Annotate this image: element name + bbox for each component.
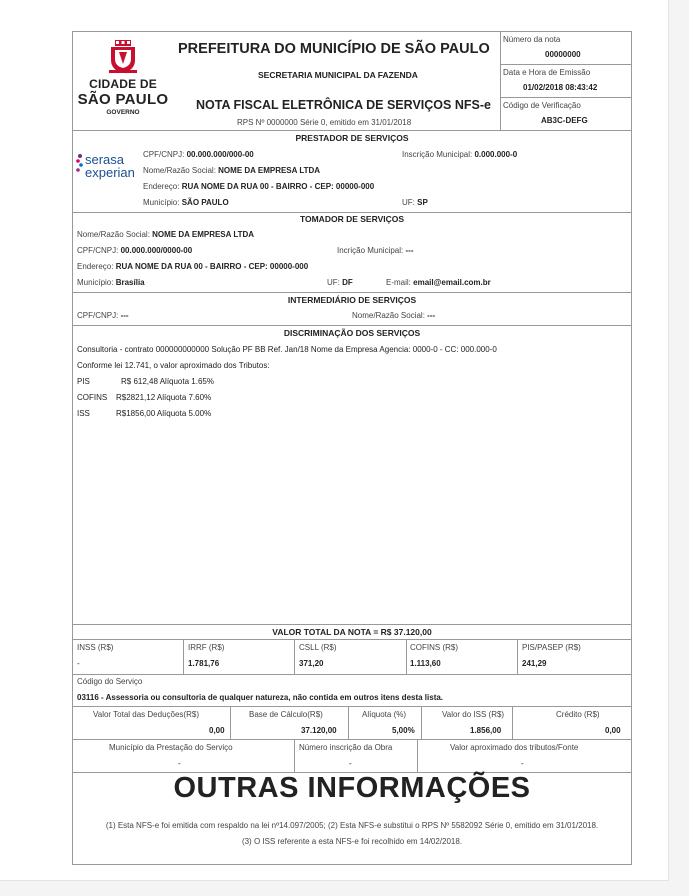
- intermediario-title: INTERMEDIÁRIO DE SERVIÇOS: [287, 295, 417, 305]
- rps-info: RPS Nº 0000000 Série 0, emitido em 31/01/2018: [237, 118, 412, 127]
- prestador-end-value: RUA NOME DA RUA 00 - BAIRRO - CEP: 00000-000: [181, 182, 375, 191]
- prestador-mun-label: Município:: [143, 198, 180, 207]
- tomador-title: TOMADOR DE SERVIÇOS: [299, 214, 405, 224]
- tomador-end-label: Endereço:: [77, 262, 114, 271]
- inscricao-obra-value: -: [349, 759, 352, 768]
- prestador-mun-value: SÃO PAULO: [181, 198, 229, 207]
- intermediario-nome-label: Nome/Razão Social:: [352, 311, 425, 320]
- experian-text: experian: [85, 165, 135, 180]
- iss-label: ISS: [77, 409, 90, 418]
- municipio-prestacao-value: -: [178, 759, 181, 768]
- tributo-inss-value: -: [77, 659, 80, 668]
- tributo-irrf-value: 1.781,76: [188, 659, 220, 668]
- numero-label: Número da nota: [503, 35, 561, 44]
- pis-label: PIS: [77, 377, 90, 386]
- inscricao-obra-label: Número inscrição da Obra: [299, 743, 393, 752]
- municipio-prestacao-label: Município da Prestação do Serviço: [109, 743, 233, 752]
- outras-line1: (1) Esta NFS-e foi emitida com respaldo na lei nº14.097/2005; (2) Esta NFS-e substitui o RPS Nº 5582092 Série 0, emitido em 31/01/2018.: [105, 821, 599, 830]
- logo-line2: SÃO PAULO: [77, 91, 169, 108]
- prestador-uf-label: UF:: [402, 198, 415, 207]
- tomador-im-value: ---: [405, 246, 414, 255]
- tomador-im-label: Incrição Municipal:: [337, 246, 404, 255]
- tomador-uf-label: UF:: [327, 278, 340, 287]
- deducoes-value: 0,00: [209, 726, 225, 735]
- serasa-dots-icon: [75, 153, 85, 175]
- valor-iss-label: Valor do ISS (R$): [442, 710, 505, 719]
- prestador-uf-value: SP: [417, 198, 428, 207]
- prefeitura-title: PREFEITURA DO MUNICÍPIO DE SÃO PAULO: [178, 41, 490, 57]
- intermediario-cpf-label: CPF/CNPJ:: [77, 311, 119, 320]
- outras-line2: (3) O ISS referente a esta NFS-e foi recolhido em 14/02/2018.: [241, 837, 463, 846]
- base-calculo-label: Base de Cálculo(R$): [249, 710, 323, 719]
- credito-value: 0,00: [605, 726, 621, 735]
- aliquota-value: 5,00%: [392, 726, 415, 735]
- deducoes-label: Valor Total das Deduções(R$): [93, 710, 199, 719]
- pis-value: R$ 612,48 Alíquota 1.65%: [121, 377, 214, 386]
- tomador-nome-value: NOME DA EMPRESA LTDA: [152, 230, 255, 239]
- prestador-cpf-label: CPF/CNPJ:: [143, 150, 185, 159]
- aliquota-label: Alíquota (%): [362, 710, 407, 719]
- nfse-document: [72, 31, 632, 865]
- outras-informacoes-title: OUTRAS INFORMAÇÕES: [173, 772, 531, 804]
- tomador-email-value: email@email.com.br: [413, 278, 491, 287]
- tributo-cofins-label: COFINS (R$): [410, 643, 458, 652]
- tributo-pis-value: 241,29: [522, 659, 547, 668]
- data-value: 01/02/2018 08:43:42: [523, 83, 598, 92]
- serasa-experian-logo: [75, 152, 143, 184]
- tomador-cpf-value: 00.000.000/0000-00: [120, 246, 193, 255]
- base-calculo-value: 37.120,00: [301, 726, 337, 735]
- prestador-title: PRESTADOR DE SERVIÇOS: [295, 133, 409, 143]
- tributo-csll-label: CSLL (R$): [299, 643, 337, 652]
- valor-iss-value: 1.856,00: [470, 726, 502, 735]
- prestador-im-value: 0.000.000-0: [474, 150, 518, 159]
- prestador-end-label: Endereço:: [143, 182, 180, 191]
- tributos-fonte-value: -: [521, 759, 524, 768]
- iss-value: R$1856,00 Alíquota 5.00%: [116, 409, 212, 418]
- tributos-fonte-label: Valor aproximado dos tributos/Fonte: [450, 743, 579, 752]
- data-label: Data e Hora de Emissão: [503, 68, 591, 77]
- cofins-label: COFINS: [77, 393, 108, 402]
- numero-value: 00000000: [545, 50, 581, 59]
- sao-paulo-logo: [73, 32, 171, 130]
- tomador-cpf-label: CPF/CNPJ:: [77, 246, 119, 255]
- tomador-end-value: RUA NOME DA RUA 00 - BAIRRO - CEP: 00000-000: [115, 262, 309, 271]
- tributo-csll-value: 371,20: [299, 659, 324, 668]
- tomador-email-label: E-mail:: [386, 278, 411, 287]
- serasa-text: serasa: [85, 152, 125, 167]
- prestador-nome-value: NOME DA EMPRESA LTDA: [218, 166, 321, 175]
- secretaria-title: SECRETARIA MUNICIPAL DA FAZENDA: [258, 70, 418, 80]
- codigo-value: AB3C-DEFG: [541, 116, 588, 125]
- codigo-servico-value: 03116 - Assessoria ou consultoria de qualquer natureza, não contida em outros itens desta lista.: [77, 693, 444, 702]
- valor-total: VALOR TOTAL DA NOTA = R$ 37.120,00: [272, 627, 432, 637]
- logo-line3: GOVERNO: [106, 109, 140, 116]
- prestador-nome-label: Nome/Razão Social:: [143, 166, 216, 175]
- prestador-im-label: Inscrição Municipal:: [402, 150, 473, 159]
- codigo-label: Código de Verificação: [503, 101, 581, 110]
- logo-line1: CIDADE DE: [89, 77, 157, 91]
- cofins-value: R$2821,12 Alíquota 7.60%: [116, 393, 212, 402]
- tomador-mun-value: Brasília: [115, 278, 145, 287]
- discriminacao-line2: Conforme lei 12.741, o valor aproximado dos Tributos:: [77, 361, 270, 370]
- intermediario-nome-value: ---: [427, 311, 436, 320]
- tributo-inss-label: INSS (R$): [77, 643, 114, 652]
- nota-title: NOTA FISCAL ELETRÔNICA DE SERVIÇOS NFS-e: [196, 98, 491, 112]
- codigo-servico-label: Código do Serviço: [77, 677, 143, 686]
- city-crest-icon: [109, 40, 137, 74]
- credito-label: Crédito (R$): [556, 710, 600, 719]
- tributo-pis-label: PIS/PASEP (R$): [522, 643, 581, 652]
- discriminacao-title: DISCRIMINAÇÃO DOS SERVIÇOS: [283, 328, 421, 338]
- tributo-cofins-value: 1.113,60: [410, 659, 441, 668]
- tributo-irrf-label: IRRF (R$): [188, 643, 225, 652]
- tomador-mun-label: Município:: [77, 278, 114, 287]
- discriminacao-line1: Consultoria - contrato 000000000000 Solução PF BB Ref. Jan/18 Nome da Empresa Agencia: 0000-0 - CC: 000.000-0: [77, 345, 497, 354]
- prestador-cpf-value: 00.000.000/000-00: [186, 150, 254, 159]
- intermediario-cpf-value: ---: [120, 311, 129, 320]
- tomador-uf-value: DF: [342, 278, 353, 287]
- tomador-nome-label: Nome/Razão Social:: [77, 230, 150, 239]
